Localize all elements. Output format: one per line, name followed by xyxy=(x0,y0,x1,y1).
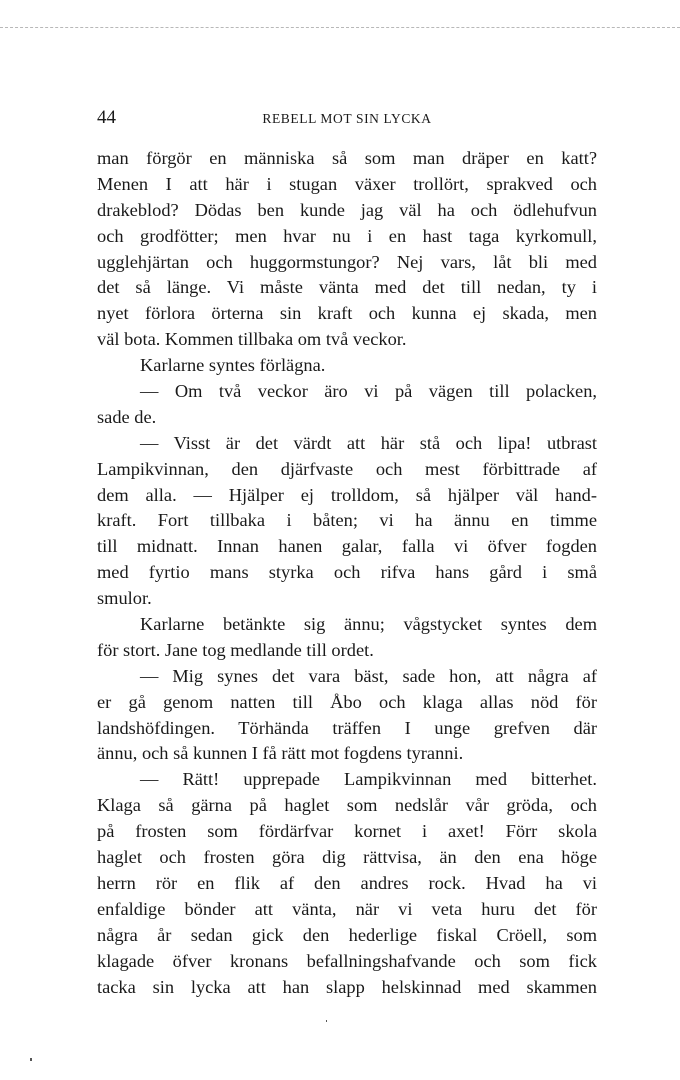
text-line: klagade öfver kronans befallningshafvande och som fick xyxy=(97,950,597,971)
page-number: 44 xyxy=(97,107,116,128)
text-line: det så länge. Vi måste vänta med det till nedan, ty i xyxy=(97,277,597,298)
body-text xyxy=(97,146,597,1000)
text-line: till midnatt. Innan hanen galar, falla vi öfver fogden xyxy=(97,536,597,557)
text-line: nyet förlora örterna sin kraft och kunna ej skada, men xyxy=(97,303,597,324)
text-line: Klaga så gärna på haglet som nedslår vår gröda, och xyxy=(97,795,597,816)
text-line: enfaldige bönder att vänta, när vi veta huru det för xyxy=(97,898,597,919)
text-line: — Visst är det värdt att här stå och lipa! utbrast xyxy=(140,432,597,453)
text-line: på frosten som fördärfvar kornet i axet! Förr skola xyxy=(97,821,597,842)
text-line: med fyrtio mans styrka och rifva hans gård i små xyxy=(97,562,597,583)
text-line: kraft. Fort tillbaka i båten; vi ha ännu en timme xyxy=(97,510,597,531)
text-line: dem alla. — Hjälper ej trolldom, så hjälper väl hand- xyxy=(97,484,597,505)
top-scan-edge xyxy=(0,27,680,28)
text-line: herrn rör en flik af den andres rock. Hvad ha vi xyxy=(97,872,597,893)
text-line: för stort. Jane tog medlande till ordet. xyxy=(97,639,374,660)
text-line: — Om två veckor äro vi på vägen till polacken, xyxy=(140,381,597,402)
text-line: och grodfötter; men hvar nu i en hast taga kyrkomull, xyxy=(97,225,597,246)
text-line: ugglehjärtan och huggormstungor? Nej vars, låt bli med xyxy=(97,251,597,272)
text-line: — Rätt! upprepade Lampikvinnan med bitterhet. xyxy=(140,769,597,790)
page-header xyxy=(97,106,597,130)
text-line: man förgör en människa så som man dräper en katt? xyxy=(97,148,597,168)
text-line: smulor. xyxy=(97,588,152,609)
text-line: några år sedan gick den hederlige fiskal Cröell, som xyxy=(97,924,597,945)
text-line: er gå genom natten till Åbo och klaga allas nöd för xyxy=(97,691,597,712)
text-line: haglet och frosten göra dig rättvisa, än den ena höge xyxy=(97,847,597,868)
text-line: drakeblod? Dödas ben kunde jag väl ha och ödlehufvun xyxy=(97,199,597,220)
scan-speck xyxy=(30,1058,32,1061)
text-line: sade de. xyxy=(97,406,157,427)
text-line: landshöfdingen. Törhända träffen I unge grefven där xyxy=(97,717,597,738)
text-line: väl bota. Kommen tillbaka om två veckor. xyxy=(97,329,407,350)
text-line: Karlarne syntes förlägna. xyxy=(140,355,326,376)
text-line: Karlarne betänkte sig ännu; vågstycket syntes dem xyxy=(140,614,597,635)
scan-speck xyxy=(326,1020,327,1022)
text-line: tacka sin lycka att han slapp helskinnad med skammen xyxy=(97,976,597,997)
text-line: ännu, och så kunnen I få rätt mot fogdens tyranni. xyxy=(97,743,464,764)
text-line: Lampikvinnan, den djärfvaste och mest förbittrade af xyxy=(97,458,597,479)
text-line: — Mig synes det vara bäst, sade hon, att några af xyxy=(140,665,597,686)
running-title: REBELL MOT SIN LYCKA xyxy=(262,111,432,126)
text-line: Menen I att här i stugan växer trollört, sprakved och xyxy=(97,173,597,194)
